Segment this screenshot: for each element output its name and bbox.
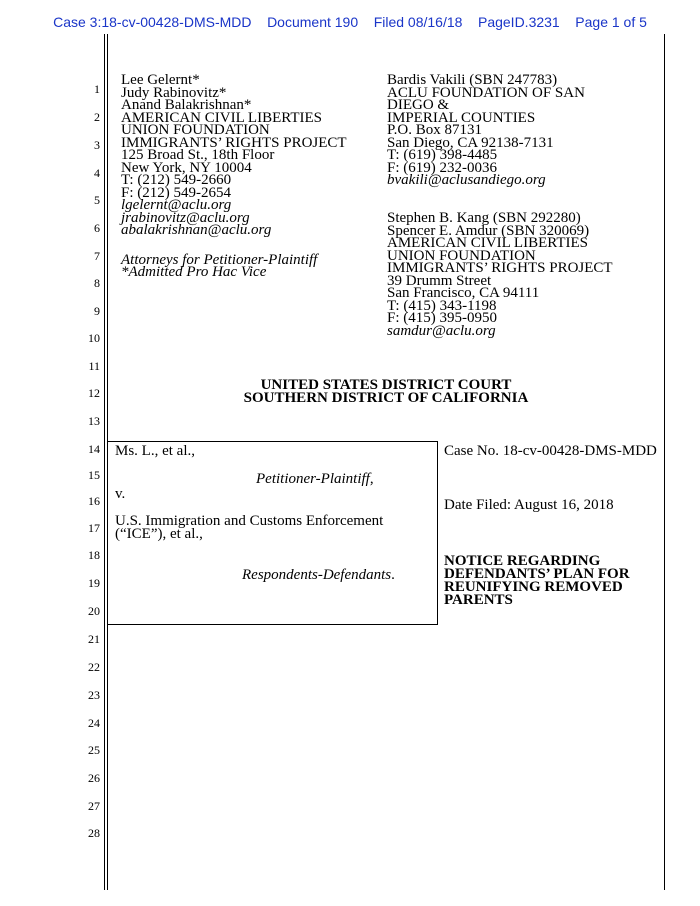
line-number: 20: [88, 604, 100, 618]
counsel-fax: F: (619) 232-0036: [387, 159, 497, 176]
court-title: [110, 379, 662, 405]
line-number: 3: [94, 138, 100, 152]
counsel-org: UNION FOUNDATION: [121, 122, 270, 138]
line-number: 16: [88, 494, 100, 508]
counsel-org: IMMIGRANTS’ RIGHTS PROJECT: [387, 260, 613, 276]
line-number: 18: [88, 548, 100, 562]
line-number: 28: [88, 826, 100, 840]
left-margin-rule-outer: [104, 34, 105, 890]
header-page: Page 1 of 5: [575, 14, 647, 30]
left-counsel-block: [121, 74, 347, 279]
counsel-org: DIEGO &: [387, 97, 450, 113]
counsel-address: New York, NY 10004: [121, 159, 252, 176]
counsel-email: samdur@aclu.org: [387, 322, 496, 339]
right-counsel-block-1: [387, 74, 585, 187]
counsel-org: UNION FOUNDATION: [387, 247, 536, 264]
line-number: 9: [94, 304, 100, 318]
line-number: 23: [88, 688, 100, 702]
line-number: 26: [88, 771, 100, 785]
line-number: 6: [94, 221, 100, 235]
respondent-role-text: Respondents-Defendants: [242, 567, 392, 583]
line-number: 8: [94, 276, 100, 290]
line-number: 27: [88, 799, 100, 813]
counsel-address: 125 Broad St., 18th Floor: [121, 147, 275, 163]
counsel-name: Anand Balakrishnan*: [121, 97, 252, 113]
counsel-role: Attorneys for Petitioner-Plaintiff: [121, 251, 318, 268]
date-filed: Date Filed: August 16, 2018: [444, 497, 614, 513]
line-number: 13: [88, 414, 100, 428]
line-number: 14: [88, 442, 100, 456]
counsel-phone: T: (212) 549-2660: [121, 172, 232, 188]
line-number: 12: [88, 386, 100, 400]
header-filed: Filed 08/16/18: [373, 14, 463, 30]
petitioner-role-suffix: ,: [369, 471, 374, 487]
caption-respondent-line-1: U.S. Immigration and Customs Enforcement: [115, 513, 384, 529]
line-number: 21: [88, 632, 100, 646]
caption-top-rule: [107, 441, 438, 442]
respondent-role-suffix: .: [391, 567, 395, 583]
line-number: 22: [88, 660, 100, 674]
notice-title-line: NOTICE REGARDING: [444, 553, 601, 569]
caption-petitioner: Ms. L., et al.,: [115, 443, 195, 459]
counsel-name: Bardis Vakili (SBN 247783): [387, 72, 558, 88]
line-number: 2: [94, 110, 100, 124]
header-page-id: PageID.3231: [477, 14, 560, 30]
ecf-header: [0, 14, 700, 30]
counsel-fax: F: (415) 395-0950: [387, 310, 497, 326]
line-number: 1: [94, 82, 100, 96]
line-number: 24: [88, 716, 100, 730]
right-margin-rule: [664, 34, 665, 890]
line-number: 11: [88, 359, 100, 373]
counsel-org: IMMIGRANTS’ RIGHTS PROJECT: [121, 134, 347, 151]
line-number: 17: [88, 521, 100, 535]
caption-respondent-line-2: (“ICE”), et al.,: [115, 526, 203, 542]
counsel-name: Lee Gelernt*: [121, 72, 200, 88]
line-number: 7: [94, 249, 100, 263]
caption-versus: v.: [115, 486, 126, 502]
counsel-fax: F: (212) 549-2654: [121, 184, 231, 201]
court-title-line-2: SOUTHERN DISTRICT OF CALIFORNIA: [243, 390, 529, 406]
counsel-address: San Francisco, CA 94111: [387, 285, 540, 301]
caption-divider: [437, 441, 438, 625]
counsel-email: bvakili@aclusandiego.org: [387, 172, 546, 188]
notice-title: [444, 555, 630, 607]
line-number: 5: [94, 193, 100, 207]
counsel-org: IMPERIAL COUNTIES: [387, 109, 536, 126]
line-number: 4: [94, 166, 100, 180]
header-document: Document 190: [267, 14, 359, 30]
counsel-email: abalakrishnan@aclu.org: [121, 222, 272, 238]
counsel-phone: T: (415) 343-1198: [387, 297, 497, 314]
counsel-address: San Diego, CA 92138-7131: [387, 134, 554, 151]
line-number: 10: [88, 331, 100, 345]
header-case: Case 3:18-cv-00428-DMS-MDD: [53, 14, 252, 30]
line-number: 19: [88, 576, 100, 590]
case-number: Case No. 18-cv-00428-DMS-MDD: [444, 443, 657, 459]
counsel-phone: T: (619) 398-4485: [387, 147, 498, 163]
counsel-address: 39 Drumm Street: [387, 272, 492, 289]
counsel-org: AMERICAN CIVIL LIBERTIES: [387, 235, 589, 251]
notice-title-line: REUNIFYING REMOVED: [444, 579, 623, 595]
caption-respondent-role: [242, 569, 395, 582]
counsel-name: Spencer E. Amdur (SBN 320069): [387, 222, 590, 239]
notice-title-line: DEFENDANTS’ PLAN FOR: [444, 566, 630, 582]
counsel-email: jrabinovitz@aclu.org: [121, 209, 250, 226]
line-number: 25: [88, 743, 100, 757]
caption-bottom-rule: [107, 624, 438, 625]
left-margin-rule-inner: [107, 34, 108, 890]
right-counsel-block-2: [387, 212, 613, 337]
petitioner-role-text: Petitioner-Plaintiff: [256, 471, 370, 487]
counsel-org: ACLU FOUNDATION OF SAN: [387, 84, 585, 101]
caption-petitioner-role: [256, 473, 374, 486]
counsel-role-note: *Admitted Pro Hac Vice: [121, 264, 267, 280]
counsel-name: Judy Rabinovitz*: [121, 84, 227, 101]
counsel-email: lgelernt@aclu.org: [121, 197, 232, 213]
notice-title-line: PARENTS: [444, 592, 513, 608]
counsel-address: P.O. Box 87131: [387, 122, 483, 138]
court-title-line-1: UNITED STATES DISTRICT COURT: [260, 377, 512, 393]
counsel-org: AMERICAN CIVIL LIBERTIES: [121, 109, 323, 126]
line-number: 15: [88, 468, 100, 482]
counsel-name: Stephen B. Kang (SBN 292280): [387, 210, 581, 226]
